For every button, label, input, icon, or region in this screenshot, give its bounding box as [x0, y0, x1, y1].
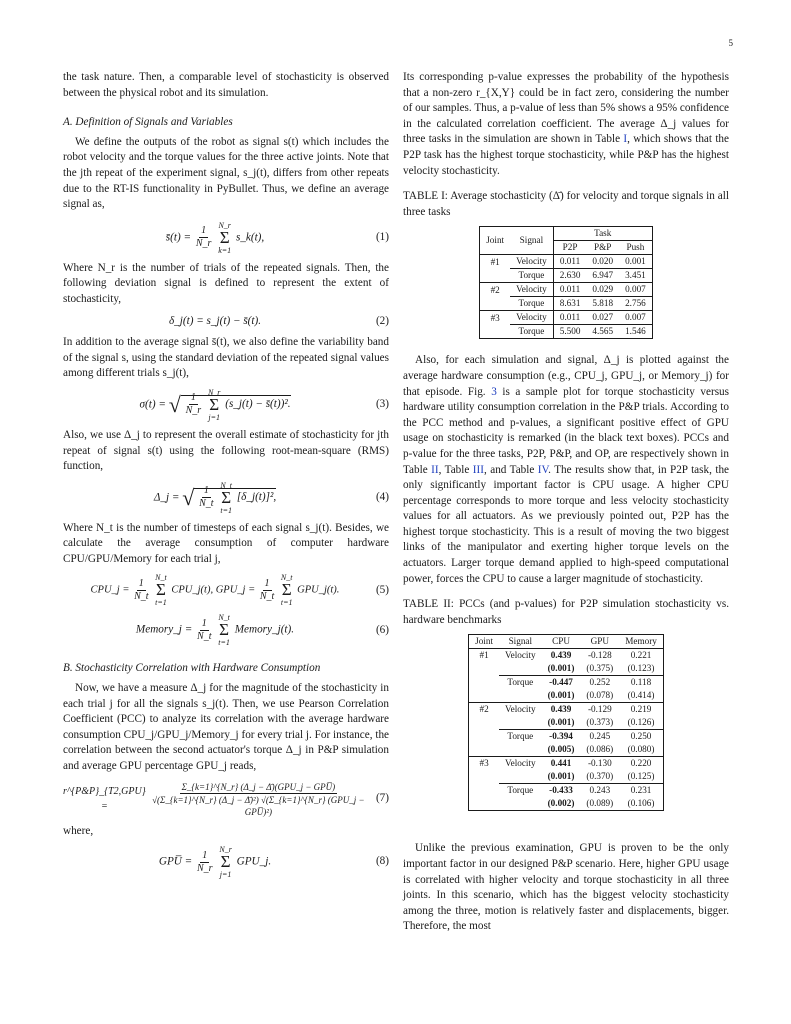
table-row: Torque 2.630 6.947 3.451	[480, 269, 653, 283]
table-row: #3 Velocity 0.011 0.027 0.007	[480, 311, 653, 325]
table-row: #3 Velocity 0.441 -0.130 0.220	[469, 757, 664, 771]
table-row: (0.002) (0.089) (0.106)	[469, 797, 664, 811]
paragraph-a4: Also, we use Δ_j to represent the overall estimate of stochasticity for jth repeat of signal s(t) using the following root-mean-square (RMS) function,	[63, 428, 389, 473]
table-1: Joint Signal Task P2P P&P Push #1 Velocity 0.011 0.020 0.001 Torque 2.630 6.947 3.451 #2 Velocity 0.011 0.029 0.007 Torque 8.631 5.818 2.756 #3 Velocity 0.011 0.027 0.007 Torque 5.500 4.565 1.546	[479, 226, 653, 339]
table-row: Torque -0.394 0.245 0.250	[469, 730, 664, 744]
table-row: #1 Velocity 0.439 -0.128 0.221	[469, 649, 664, 663]
equation-5: CPU_j = $\frac{1}{N\_t}$ N_t Σ t=1 CPU_j(t), GPU_j = $\frac{1}{N\_t}$ N_t Σ t=1 GPU_j(t). (5)	[90, 573, 389, 608]
equation-3: σ(t) = √ $\frac{1}{N\_r}$ N_r Σ j=1 (s_j(t) − s̄(t))². (3)	[139, 387, 389, 422]
table-2: Joint Signal CPU GPU Memory #1 Velocity 0.439 -0.128 0.221 (0.001) (0.375) (0.123) Torque -0.447 0.252 0.118 (0.001) (0.078) (0.414) #2 Velocity 0.439 -0.129 0.219 (0.001) (0.373) (0.126) Torque -0.394 0.245 0.250 (0.005) (0.086) (0.080) #3 Velocity 0.441 -0.130 0.220 (0.001) (0.370) (0.125) Torque -0.433 0.243 0.231 (0.002) (0.089) (0.106)	[468, 634, 664, 811]
paragraph-a2: Where N_r is the number of trials of the repeated signals. Then, the following deviation signal is defined to represent the extent of stochasticity,	[63, 261, 389, 305]
left-column	[63, 70, 389, 885]
equation-8: GPU̅ = $\frac{1}{N\_r}$ N_r Σ j=1 GPU_j. (8)	[158, 845, 389, 880]
where-text: where,	[63, 824, 94, 837]
figure-3-link[interactable]: 3	[491, 385, 497, 398]
paragraph-a1: We define the outputs of the robot as signal s(t) which includes the robot velocity and the torque values for the three active joints. Note that the jth repeat of the experiment signal, s_j(t), differs from other repeats due to the RT-IS functionality in PyBullet. Thus, we define an average signal as,	[63, 135, 389, 211]
table-1-link[interactable]: I	[623, 133, 628, 146]
table-row: Torque -0.433 0.243 0.231	[469, 784, 664, 798]
paragraph-r3: Unlike the previous examination, GPU is proven to be the only important factor in our designed P&P scenario. Here, higher GPU usage is correlated with higher velocity and torque stochasticity in all three joints. In this scenario, which has the biggest velocity stochasticity among the three, motion is relatively faster and displacements, bigger. Therefore, the most	[403, 842, 729, 933]
table-row: #2 Velocity 0.439 -0.129 0.219	[469, 703, 664, 717]
table-row: (0.001) (0.078) (0.414)	[469, 689, 664, 703]
table-row: Torque 5.500 4.565 1.546	[480, 325, 653, 339]
table-row: #2 Velocity 0.011 0.029 0.007	[480, 283, 653, 297]
equation-2: δ_j(t) = s_j(t) − s̄(t). (2)	[168, 314, 389, 327]
table-row: (0.005) (0.086) (0.080)	[469, 743, 664, 757]
table-row: (0.001) (0.370) (0.125)	[469, 770, 664, 784]
equation-7: r^{P&P}_{T2,GPU} = Σ_{k=1}^{N_r} (Δ_j − Δ̄)(GPU_j − GPU̅) √(Σ_{k=1}^{N_r} (Δ_j − Δ̄)²) √(Σ_{k=1}^{N_r} (GPU_j − GPU̅)²) (7)	[63, 781, 389, 817]
table-row: Torque -0.447 0.252 0.118	[469, 676, 664, 690]
section-a-heading: A. Definition of Signals and Variables	[63, 116, 233, 129]
table-2-link[interactable]: II	[431, 463, 439, 476]
section-b-heading: B. Stochasticity Correlation with Hardware Consumption	[63, 662, 321, 675]
table-2-caption: TABLE II: PCCs (and p-values) for P2P simulation stochasticity vs. hardware benchmarks	[403, 598, 729, 626]
paragraph-a5: Where N_t is the number of timesteps of each signal s_j(t). Besides, we calculate the average consumption of computer hardware CPU/GPU/Memory for each trial j,	[63, 521, 389, 565]
right-column	[403, 70, 729, 935]
table-row: (0.001) (0.375) (0.123)	[469, 662, 664, 676]
table-1-caption: TABLE I: Average stochasticity (Δ̄) for velocity and torque signals in all three tasks	[403, 190, 729, 218]
equation-4: Δ_j = √ $\frac{1}{N\_t}$ N_t Σ t=1 [δ_j(t)]², (4)	[153, 480, 389, 515]
equation-1: s̄(t) = $\frac{1}{N\_r}$ N_r Σ k=1 s_k(t), (1)	[165, 220, 389, 255]
table-4-link[interactable]: IV	[537, 463, 549, 476]
intro-paragraph: the task nature. Then, a comparable level of stochasticity is observed between the physical robot and its simulation.	[63, 71, 389, 99]
paragraph-r1: Its corresponding p-value expresses the probability of the hypothesis that a non-zero r_{X,Y} could be in fact zero, considering the number of our samples. Thus, a p-value of less than 5% shows a 95% confidence in the calculated correlation coefficient. The average Δ_j values for three tasks in the simulation are shown in Table I, which shows that the P2P task has the highest torque stochasticity, while P&P has the highest velocity stochasticity.	[403, 71, 729, 177]
table-row: Torque 8.631 5.818 2.756	[480, 297, 653, 311]
table-row: (0.001) (0.373) (0.126)	[469, 716, 664, 730]
paragraph-r2: Also, for each simulation and signal, Δ_j is plotted against the average hardware consumption (e.g., CPU_j, GPU_j, or Memory_j) for that episode. Fig. 3 is a sample plot for torque stochasticity versus hardware utility consumption correlation in the P&P trials. According to the PCC method and p-values, a significant positive effect of GPU usage on stochasticity is remarked (in the black text boxes). PCCs and p-value for the three tasks, P2P, P&P, and OP, are respectively shown in Table II, Table III, and Table IV. The results show that, in P2P task, the only significantly important factor is CPU usage. A higher CPU percentage corresponds to more torque and less velocity stochasticity values for all actuators. As we previously pointed out, P2P has the highest torque stochasticity. This is a result of moving the two biggest links of the manipulator and exerting higher torque levels on the actuators. Larger torque demand applied to high-speed computational power, forces the CPU to cause a larger magnitude of stochasticity.	[403, 354, 730, 585]
table-row: #1 Velocity 0.011 0.020 0.001	[480, 255, 653, 269]
table-3-link[interactable]: III	[472, 463, 484, 476]
paragraph-a3: In addition to the average signal s̄(t), we also define the variability band of the signal s, using the standard deviation of the repeated signal values among different trials s_j(t),	[63, 336, 389, 380]
equation-6: Memory_j = $\frac{1}{N\_t}$ N_t Σ t=1 Memory_j(t). (6)	[135, 613, 389, 648]
paragraph-b1: Now, we have a measure Δ_j for the magnitude of the stochasticity in each trial j for all the signals s_j(t). Then, we use Pearson Correlation Coefficient (PCC) to analyze its correlation with the average hardware consumption CPU_j/GPU_j/Memory_j for every trial j. For instance, the correlation between the second actuator's torque Δ_j in P&P simulation and average GPU percentage GPU_j reads,	[63, 682, 389, 773]
page-number: 5	[728, 38, 733, 48]
